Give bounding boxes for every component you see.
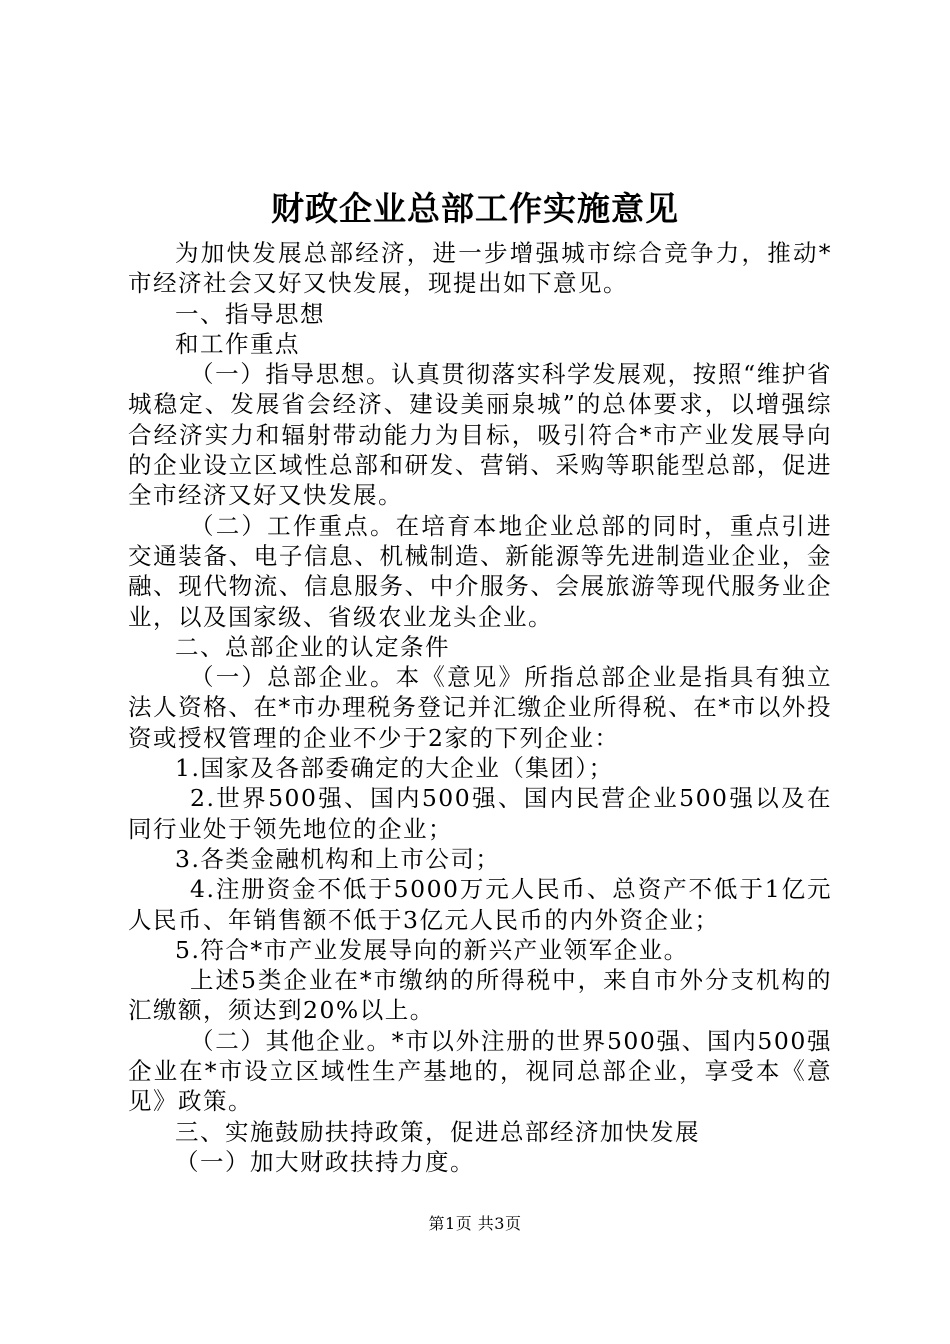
list-item-3: 3.各类金融机构和上市公司；	[175, 844, 501, 873]
list-item-1: 1.国家及各部委确定的大企业（集团）；	[175, 754, 614, 783]
section-heading-1-continued: 和工作重点	[175, 329, 300, 358]
intro-paragraph: 为加快发展总部经济，进一步增强城市综合竞争力，推动*市经济社会又好又快发展，现提出如下意见。	[128, 239, 832, 298]
section-heading-1: 一、指导思想	[175, 299, 325, 328]
section-heading-3: 三、实施鼓励扶持政策，促进总部经济加快发展	[175, 1117, 700, 1146]
page-number-footer: 第1页 共3页	[428, 1214, 522, 1233]
paragraph-other-enterprises: （二）其他企业。*市以外注册的世界500强、国内500强企业在*市设立区域性生产基地的，视同总部企业，享受本《意见》政策。	[128, 1026, 832, 1116]
paragraph-tax-requirement: 上述5类企业在*市缴纳的所得税中，来自市外分支机构的汇缴额，须达到20%以上。	[128, 966, 832, 1025]
paragraph-guiding-thought: （一）指导思想。认真贯彻落实科学发展观，按照“维护省城稳定、发展省会经济、建设美丽泉城”的总体要求，以增强综合经济实力和辐射带动能力为目标，吸引符合*市产业发展导向的企业设立区域性总部和研发、营销、采购等职能型总部，促进全市经济又好又快发展。	[128, 360, 832, 510]
document-body	[128, 238, 832, 1177]
paragraph-hq-enterprise: （一）总部企业。本《意见》所指总部企业是指具有独立法人资格、在*市办理税务登记并汇缴企业所得税、在*市以外投资或授权管理的企业不少于2家的下列企业：	[128, 663, 832, 752]
paragraph-work-focus: （二）工作重点。在培育本地企业总部的同时，重点引进交通装备、电子信息、机械制造、新能源等先进制造业企业，金融、现代物流、信息服务、中介服务、会展旅游等现代服务业企业，以及国家级、省级农业龙头企业。	[128, 511, 832, 631]
list-item-4: 4.注册资金不低于5000万元人民币、总资产不低于1亿元人民币、年销售额不低于3亿元人民币的内外资企业；	[128, 875, 832, 934]
paragraph-fiscal-support: （一）加大财政扶持力度。	[175, 1147, 475, 1176]
document-title: 财政企业总部工作实施意见	[271, 189, 679, 228]
section-heading-2: 二、总部企业的认定条件	[175, 632, 450, 661]
list-item-5: 5.符合*市产业发展导向的新兴产业领军企业。	[175, 935, 689, 964]
list-item-2: 2.世界500强、国内500强、国内民营企业500强以及在同行业处于领先地位的企业；	[128, 784, 832, 843]
